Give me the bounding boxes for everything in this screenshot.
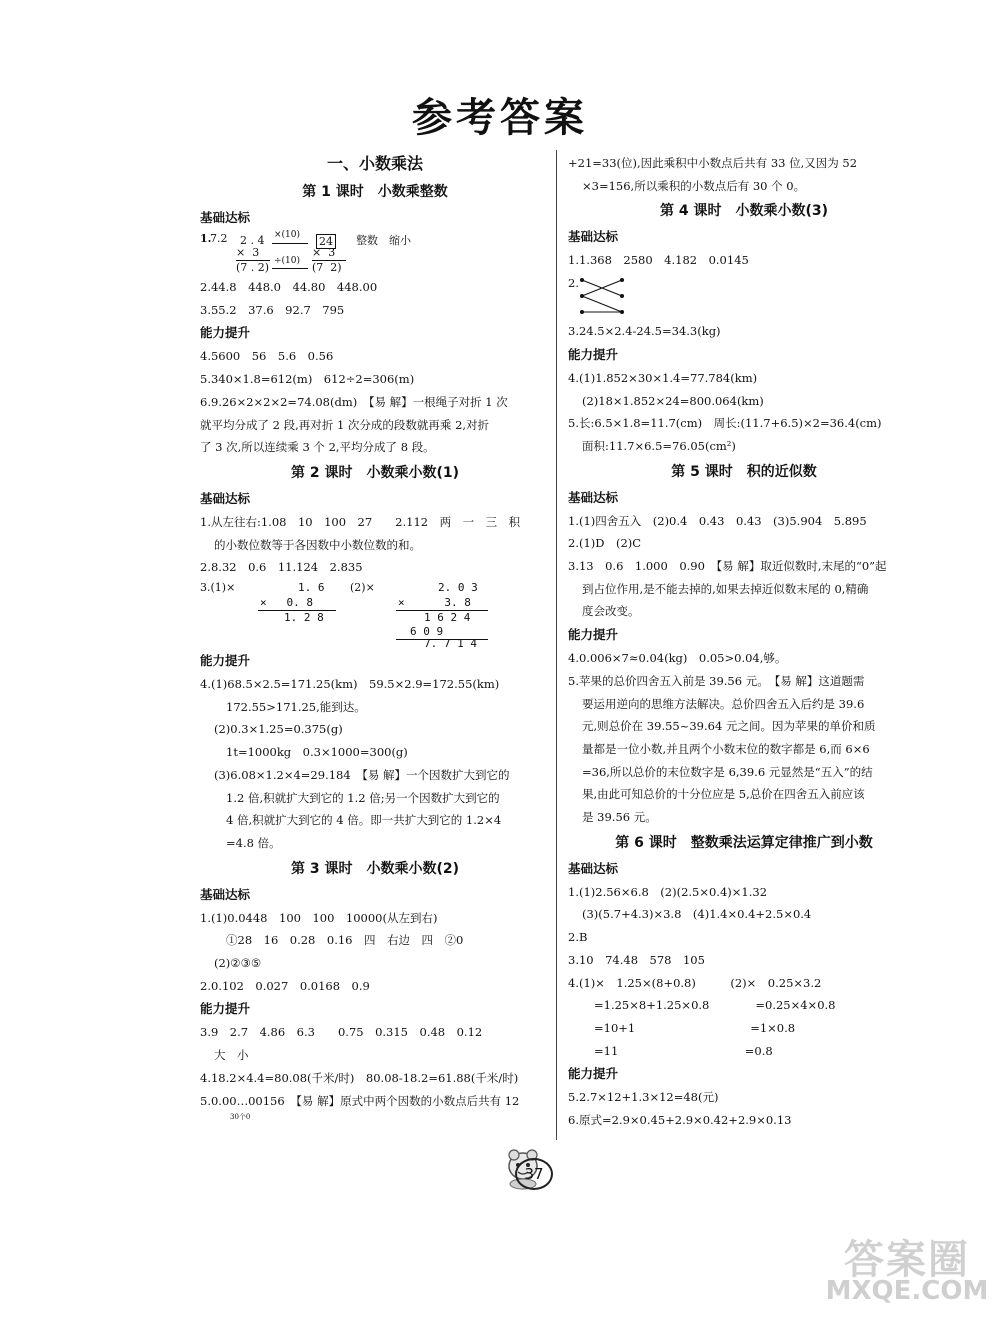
ability-label: 能力提升 [568,1066,619,1082]
l2-q2: 2.8.32 0.6 11.124 2.835 [200,560,363,575]
ability-label: 能力提升 [200,1001,251,1017]
q1-b: × 3 [236,246,260,259]
left-column [200,150,550,1122]
basic-label: 基础达标 [568,860,619,876]
ability-label: 能力提升 [200,653,251,669]
watermark-bottom: MXQE.COM [825,1276,989,1306]
l6-q1b: (3)(5.7+4.3)×3.8 (4)1.4×0.4+2.5×0.4 [582,907,812,922]
lesson-3-title: 第 3 课时 小数乘小数(2) [290,860,460,877]
l2-q1b: 的小数位数等于各因数中小数位数的和。 [214,537,421,552]
l5-q3a: 3.13 0.6 1.000 0.90 【易 解】取近似数时,末尾的“0”起 [568,559,887,574]
l1-q6a: 6.9.26×2×2×2=74.08(dm) 【易 解】一根绳子对折 1 次 [200,394,508,409]
q1-r2: × 3 [312,246,336,259]
l1-q6b: 就平均分成了 2 段,再对折 1 次分成的段数就再乘 2,对折 [200,417,490,432]
r-top1: +21=33(位),因此乘积中小数点后共有 33 位,又因为 52 [568,156,858,170]
l6-q3: 3.10 74.48 578 105 [568,952,705,967]
page-number: 37 [515,1158,553,1190]
l3-q5-note: 30个0 [230,1113,251,1122]
lesson-5-title: 第 5 课时 积的近似数 [671,463,817,480]
l5-q2: 2.(1)D (2)C [568,536,642,551]
l2-q4c: (2)0.3×1.25=0.375(g) [214,722,343,737]
ability-label: 能力提升 [568,346,619,362]
r-top2: ×3=156,所以乘积的小数点后有 30 个 0。 [582,178,806,193]
l3-q1b: ①28 16 0.28 0.16 四 右边 四 ②0 [226,933,464,948]
basic-label: 基础达标 [200,490,251,506]
ability-label: 能力提升 [568,627,619,643]
l5-q5d: 量都是一位小数,并且两个小数末位的数字都是 6,而 6×6 [582,741,870,756]
l6-q6: 6.原式=2.9×0.45+2.9×0.42+2.9×0.13 [568,1113,792,1128]
l6-q4a: 4.(1)× 1.25×(8+0.8) (2)× 0.25×3.2 [568,975,822,990]
q1-r3: (7 2) [312,261,342,274]
lesson-4-title: 第 4 课时 小数乘小数(3) [659,203,829,220]
l2-q4d: 1t=1000kg 0.3×1000=300(g) [226,745,408,760]
l5-q5e: =36,所以总价的末位数字是 6,39.6 元显然是“五入”的结 [582,764,873,779]
q1-number: 1. [200,232,212,245]
basic-label: 基础达标 [568,489,619,505]
lesson-6-title: 第 6 课时 整数乘法运算定律推广到小数 [615,834,873,851]
calc2-row4: 6 0 9 [410,625,444,639]
l3-q5: 5.0.00…00156 【易 解】原式中两个因数的小数点后共有 12 [200,1093,520,1108]
l3-q3b: 大 小 [214,1048,249,1063]
l2-q4e: (3)6.08×1.2×4=29.184 【易 解】一个因数扩大到它的 [214,767,510,782]
calc2-row2: × 3. 8 [398,596,471,610]
l6-q4d: =11 =0.8 [594,1043,773,1058]
calc1-row1: 1. 6 [298,581,325,595]
l2-q4g: 4 倍,积就扩大到它的 4 倍。即一共扩大到它的 1.2×4 [226,813,502,828]
l4-q2-number: 2. [568,276,579,291]
l4-q1: 1.1.368 2580 4.182 0.0145 [568,253,749,268]
l1-q2: 2.44.8 448.0 44.80 448.00 [200,280,378,294]
l2-q1a: 1.从左往右:1.08 10 100 27 2.112 两 一 三 积 [200,514,521,529]
page-title: 参考答案 [412,95,588,141]
l5-q3b: 到占位作用,是不能去掉的,如果去掉近似数末尾的 0,精确 [582,581,869,596]
q1-arrow1 [272,243,308,244]
l5-q5a: 5.苹果的总价四舍五入前是 39.56 元。 【易 解】这道题需 [568,673,865,688]
l5-q5f: 果,由此可知总价的十分位应是 5,总价在四舍五入前应该 [582,787,865,802]
l3-q2: 2.0.102 0.027 0.0168 0.9 [200,978,370,993]
section-title: 一、小数乘法 [326,154,423,173]
l1-q5: 5.340×1.8=612(m) 612÷2=306(m) [200,372,415,387]
calc-label-2: (2)× [350,581,375,595]
l4-q4b: (2)18×1.852×24=800.064(km) [582,393,764,408]
watermark-top: 答案圈 [844,1237,970,1283]
right-column [568,150,920,1132]
matching-diagram [568,272,920,320]
watermark-logo [822,1228,992,1316]
l2-q4a: 4.(1)68.5×2.5=171.25(km) 59.5×2.9=172.55(km) [200,677,500,692]
l3-q3a: 3.9 2.7 4.86 6.3 0.75 0.315 0.48 0.12 [200,1025,483,1040]
l3-q1a: 1.(1)0.0448 100 100 10000(从左到右) [200,910,438,925]
calc1-row2: × 0. 8 [260,596,313,610]
q1-op1: ×(10) [274,230,301,240]
l6-q5: 5.2.7×12+1.3×12=48(元) [568,1090,719,1105]
l5-q5c: 元,则总价在 39.55~39.64 元之间。因为苹果的单价和质 [582,719,876,734]
l4-q3: 3.24.5×2.4-24.5=34.3(kg) [568,324,721,339]
calc2-row5: 7. 7 1 4 [424,637,477,651]
l2-q4h: =4.8 倍。 [226,835,281,850]
l3-q1c: (2)②③⑤ [214,956,262,971]
l6-q1a: 1.(1)2.56×6.8 (2)(2.5×0.4)×1.32 [568,884,768,899]
q1-tail: 整数 缩小 [356,234,411,247]
l5-q3c: 度会改变。 [582,604,640,619]
basic-label: 基础达标 [568,229,619,245]
l5-q1: 1.(1)四舍五入 (2)0.4 0.43 0.43 (3)5.904 5.895 [568,513,867,528]
matching-lines [578,272,638,320]
calc1-row3: 1. 2 8 [284,611,324,625]
l2-q4f: 1.2 倍,积就扩大到它的 1.2 倍;另一个因数扩大到它的 [226,790,500,805]
q1-fraction-figure [200,230,550,276]
l4-q5b: 面积:11.7×6.5=76.05(cm²) [582,438,736,453]
ability-label: 能力提升 [200,325,251,341]
l6-q4b: =1.25×8+1.25×0.8 =0.25×4×0.8 [594,998,836,1013]
l5-q5g: 是 39.56 元。 [582,810,657,825]
l2-q4b: 172.55>171.25,能到达。 [226,699,366,714]
l4-q5a: 5.长:6.5×1.8=11.7(cm) 周长:(11.7+6.5)×2=36.4(cm) [568,416,882,431]
l5-q5b: 要运用逆向的思维方法解决。总价四舍五入后约是 39.6 [582,696,865,711]
l5-q4: 4.0.006×7≈0.04(kg) 0.05>0.04,够。 [568,651,787,666]
calc2-row1: 2. 0 3 [438,581,478,595]
l3-q4: 4.18.2×4.4=80.08(千米/时) 80.08-18.2=61.88(千米/时) [200,1070,519,1085]
lesson-2-title: 第 2 课时 小数乘小数(1) [290,464,460,481]
column-divider [556,150,557,1140]
q1-answer: 7.2 [210,232,228,245]
lesson-1-title: 第 1 课时 小数乘整数 [302,184,448,200]
calc2-row3: 1 6 2 4 [424,611,471,625]
q1-a: 2 . 4 [240,234,265,247]
vertical-calc [200,579,550,649]
l4-q4a: 4.(1)1.852×30×1.4=77.784(km) [568,370,758,385]
q1-op2: ÷(10) [274,256,301,266]
l1-q3: 3.55.2 37.6 92.7 795 [200,302,345,317]
q1-c: (7 . 2) [236,261,270,274]
q1-r1: 24 [316,234,336,249]
basic-label: 基础达标 [200,886,251,902]
basic-label: 基础达标 [200,210,251,225]
calc-label-1: 3.(1)× [200,581,236,595]
l1-q6c: 了 3 次,所以连续乘 3 个 2,平均分成了 8 段。 [200,440,435,455]
l6-q4c: =10+1 =1×0.8 [594,1020,796,1035]
l6-q2: 2.B [568,930,588,945]
q1-arrow2 [272,268,308,269]
l1-q4: 4.5600 56 5.6 0.56 [200,349,334,364]
